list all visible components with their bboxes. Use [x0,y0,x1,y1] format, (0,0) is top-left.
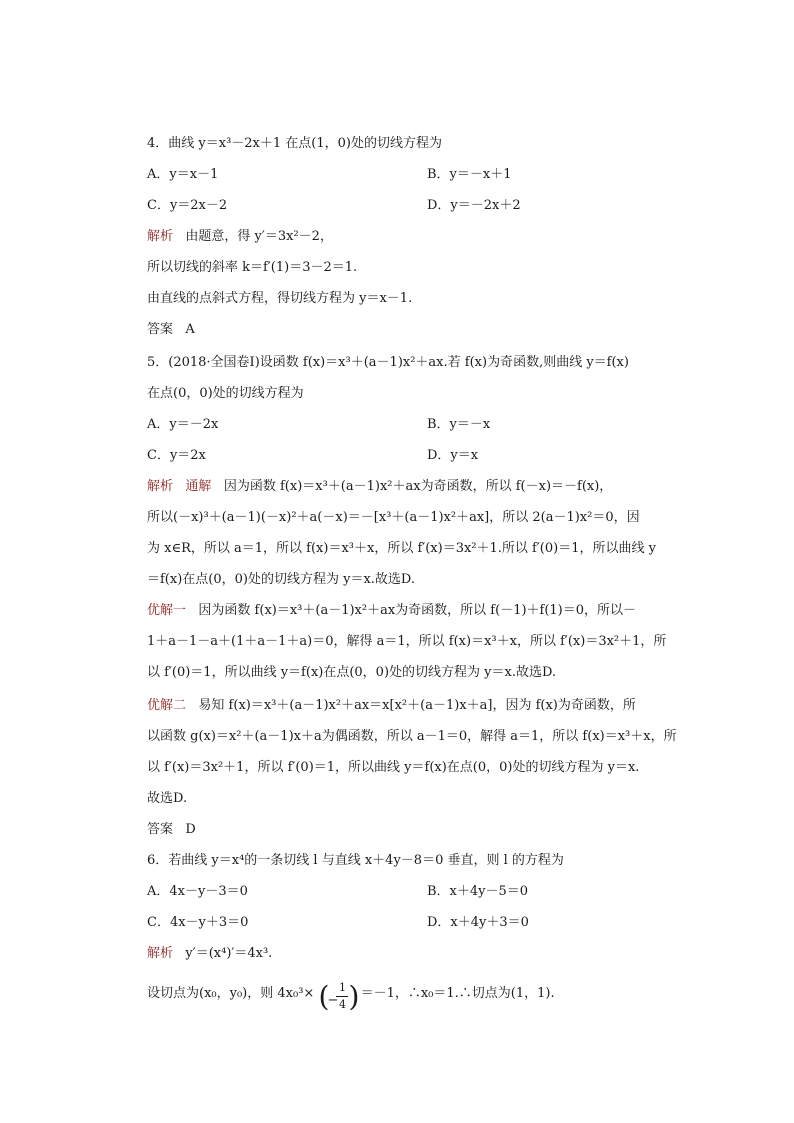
analysis-text: y′＝(x⁴)′＝4x³. [185,946,273,961]
q6-option-a: A．4x－y－3＝0 [147,884,248,899]
left-paren: ( [318,979,330,1013]
alt1-text: 因为函数 f(x)＝x³＋(a－1)x²＋ax为奇函数，所以 f(－1)＋f(1)＝0，所以－ [198,603,637,618]
q5-stem-line2: 在点(0，0)处的切线方程为 [147,386,304,401]
q4-analysis-line3: 由直线的点斜式方程，得切线方程为 y＝x－1. [147,291,413,306]
minus-sign: − [327,992,339,1008]
alt2-text: 易知 f(x)＝x³＋(a－1)x²＋ax＝x[x²＋(a－1)x＋a]，因为 f(x)为奇函数，所 [198,698,636,713]
q4-analysis-line2: 所以切线的斜率 k＝f′(1)＝3－2＝1. [147,260,358,275]
q4-stem: 4．曲线 y＝x³－2x＋1 在点(1，0)处的切线方程为 [147,136,442,151]
q6-analysis [147,945,272,963]
q6-stem: 6．若曲线 y＝x⁴的一条切线 l 与直线 x＋4y－8＝0 垂直，则 l 的方程为 [147,853,564,868]
q5-alt1-line3: 以 f′(0)＝1，所以曲线 y＝f(x)在点(0，0)处的切线方程为 y＝x.故选D. [147,665,557,680]
right-paren: ) [348,979,360,1013]
analysis-label: 解析 [147,946,174,961]
q6-last-post: ＝－1，∴x₀＝1.∴切点为(1，1). [360,986,555,1001]
q5-alt2-line4: 故选D. [147,791,188,806]
fraction-numerator: 1 [338,980,346,994]
q5-alt1-line2: 1＋a－1－a＋(1＋a－1＋a)＝0，解得 a＝1，所以 f(x)＝x³＋x，所以 f′(x)＝3x²＋1，所 [147,634,667,649]
q5-option-b: B．y＝－x [427,417,491,432]
q5-option-c: C．y＝2x [147,448,206,463]
answer-value: D [185,822,196,837]
alt-solution-1-label: 优解一 [147,603,187,618]
fraction-bar [336,996,348,997]
alt-solution-2-label: 优解二 [147,698,187,713]
q5-option-d: D．y＝x [427,448,479,463]
q6-last-line [147,979,555,1013]
q4-option-b: B．y＝－x＋1 [427,167,512,182]
q5-option-a: A．y＝－2x [147,417,219,432]
q4-analysis [147,228,333,246]
q4-answer [147,321,195,339]
q5-general-line4: ＝f(x)在点(0，0)处的切线方程为 y＝x.故选D. [147,572,416,587]
q5-alt2-line3: 以 f′(x)＝3x²＋1，所以 f′(0)＝1，所以曲线 y＝f(x)在点(0，0)处的切线方程为 y＝x. [147,760,640,775]
q6-option-c: C．4x－y＋3＝0 [147,915,249,930]
q5-stem-line1: 5．(2018·全国卷Ⅰ)设函数 f(x)＝x³＋(a－1)x²＋ax.若 f(x)为奇函数,则曲线 y＝f(x) [147,355,629,370]
q5-general-line3: 为 x∈R，所以 a＝1，所以 f(x)＝x³＋x，所以 f′(x)＝3x²＋1.所以 f′(0)＝1，所以曲线 y [147,541,656,556]
fraction-denominator: 4 [338,997,346,1011]
q5-general-line1 [147,478,612,496]
q5-alt1-line1 [147,602,636,620]
q6-option-b: B．x＋4y－5＝0 [427,884,529,899]
q6-option-d: D．x＋4y＋3＝0 [427,915,529,930]
answer-label: 答案 [147,322,174,337]
q5-alt2-line2: 以函数 g(x)＝x²＋(a－1)x＋a为偶函数，所以 a－1＝0，解得 a＝1，所以 f(x)＝x³＋x，所 [147,729,677,744]
analysis-label: 解析 [147,229,174,244]
answer-value: A [185,322,195,337]
analysis-text: 由题意，得 y′＝3x²－2， [185,229,333,244]
general-text: 因为函数 f(x)＝x³＋(a－1)x²＋ax为奇函数，所以 f(－x)＝－f(x)， [223,479,613,494]
q5-answer [147,821,196,839]
answer-label: 答案 [147,822,174,837]
q5-general-line2: 所以(－x)³＋(a－1)(－x)²＋a(－x)＝－[x³＋(a－1)x²＋ax]，所以 2(a－1)x²＝0，因 [147,510,640,525]
q5-alt2-line1 [147,697,636,715]
q6-last-pre: 设切点为(x₀，y₀)，则 4x₀³× [147,986,315,1001]
q4-option-d: D．y＝－2x＋2 [427,198,521,213]
q4-option-a: A．y＝x－1 [147,167,219,182]
general-solution-label: 通解 [185,479,212,494]
analysis-label: 解析 [147,479,174,494]
q4-option-c: C．y＝2x－2 [147,198,228,213]
